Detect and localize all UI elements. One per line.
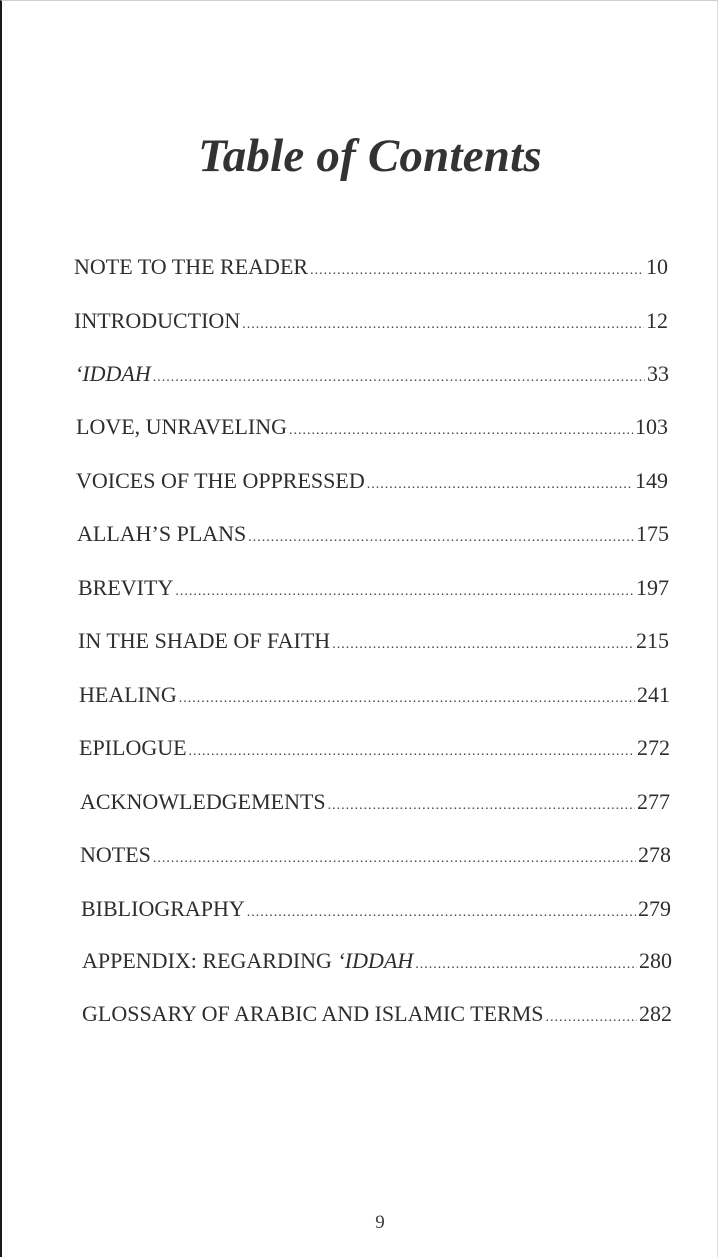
toc-entry-bibliography[interactable] xyxy=(81,894,671,924)
toc-leader-dots xyxy=(189,737,635,767)
toc-entry-page: 12 xyxy=(646,308,668,333)
toc-entry-note-to-the-reader[interactable] xyxy=(74,252,668,282)
toc-entry-label: ALLAH’S PLANS xyxy=(77,521,247,546)
page-number: 9 xyxy=(375,1212,385,1233)
toc-leader-dots xyxy=(328,791,635,821)
toc-entry-allahs-plans[interactable] xyxy=(77,519,669,549)
toc-leader-dots xyxy=(415,950,637,980)
toc-entry-page: 278 xyxy=(638,842,671,867)
toc-leader-dots xyxy=(289,416,633,446)
toc-entry-brevity[interactable] xyxy=(78,573,669,603)
toc-entry-label: BREVITY xyxy=(78,575,174,600)
toc-entry-page: 215 xyxy=(636,628,669,653)
toc-entry-label: GLOSSARY OF ARABIC AND ISLAMIC TERMS xyxy=(82,1001,544,1026)
toc-entry-page: 197 xyxy=(636,575,669,600)
toc-entry-voices-of-the-oppressed[interactable] xyxy=(76,466,668,496)
toc-leader-dots xyxy=(175,577,634,607)
toc-entry-label: ACKNOWLEDGEMENTS xyxy=(80,789,326,814)
toc-entry-label: HEALING xyxy=(79,682,177,707)
toc-entry-label: ‘IDDAH xyxy=(75,361,151,386)
toc-leader-dots xyxy=(179,684,635,714)
toc-leader-dots xyxy=(545,1003,637,1033)
toc-entry-label: NOTES xyxy=(80,842,151,867)
toc-entry-page: 241 xyxy=(637,682,670,707)
toc-entry-label: LOVE, UNRAVELING xyxy=(76,414,288,439)
toc-entry-page: 279 xyxy=(638,896,671,921)
toc-entry-label: INTRODUCTION xyxy=(74,308,241,333)
toc-entry-label: VOICES OF THE OPPRESSED xyxy=(76,468,365,493)
toc-entry-page: 282 xyxy=(639,1001,672,1026)
toc-leader-dots xyxy=(248,523,634,553)
toc-leader-dots xyxy=(367,470,633,500)
toc-entry-healing[interactable] xyxy=(79,680,670,710)
toc-entry-epilogue[interactable] xyxy=(79,733,670,763)
toc-leader-dots xyxy=(153,844,636,874)
toc-entry-page: 10 xyxy=(646,254,668,279)
toc-entry-page: 175 xyxy=(636,521,669,546)
toc-entry-label-prefix: APPENDIX: REGARDING xyxy=(82,948,338,973)
toc-entry-love-unraveling[interactable] xyxy=(76,412,668,442)
toc-entry-appendix-regarding-iddah[interactable] xyxy=(82,946,672,976)
toc-leader-dots xyxy=(153,363,645,393)
toc-entry-notes[interactable] xyxy=(80,840,671,870)
toc-leader-dots xyxy=(242,310,644,340)
toc-entry-glossary[interactable] xyxy=(82,999,672,1029)
page-title: Table of Contents xyxy=(198,130,542,182)
toc-entry-label-italic: ‘IDDAH xyxy=(337,948,414,973)
toc-entry-page: 149 xyxy=(635,468,668,493)
toc-entry-label: EPILOGUE xyxy=(79,735,187,760)
toc-entry-label: BIBLIOGRAPHY xyxy=(81,896,245,921)
toc-entry-page: 280 xyxy=(639,948,672,973)
toc-leader-dots xyxy=(310,256,644,286)
toc-entry-page: 277 xyxy=(637,789,670,814)
toc-entry-label: NOTE TO THE READER xyxy=(74,254,309,279)
toc-entry-in-the-shade-of-faith[interactable] xyxy=(78,626,669,656)
toc-entry-page: 272 xyxy=(637,735,670,760)
toc-entry-acknowledgements[interactable] xyxy=(80,787,670,817)
toc-entry-page: 103 xyxy=(635,414,668,439)
toc-leader-dots xyxy=(247,898,636,928)
toc-entry-page: 33 xyxy=(647,361,669,386)
toc-entry-iddah[interactable] xyxy=(75,359,669,389)
toc-leader-dots xyxy=(332,630,634,660)
toc-entry-introduction[interactable] xyxy=(74,306,668,336)
toc-entry-label: IN THE SHADE OF FAITH xyxy=(78,628,331,653)
toc-entry-label xyxy=(82,946,413,976)
